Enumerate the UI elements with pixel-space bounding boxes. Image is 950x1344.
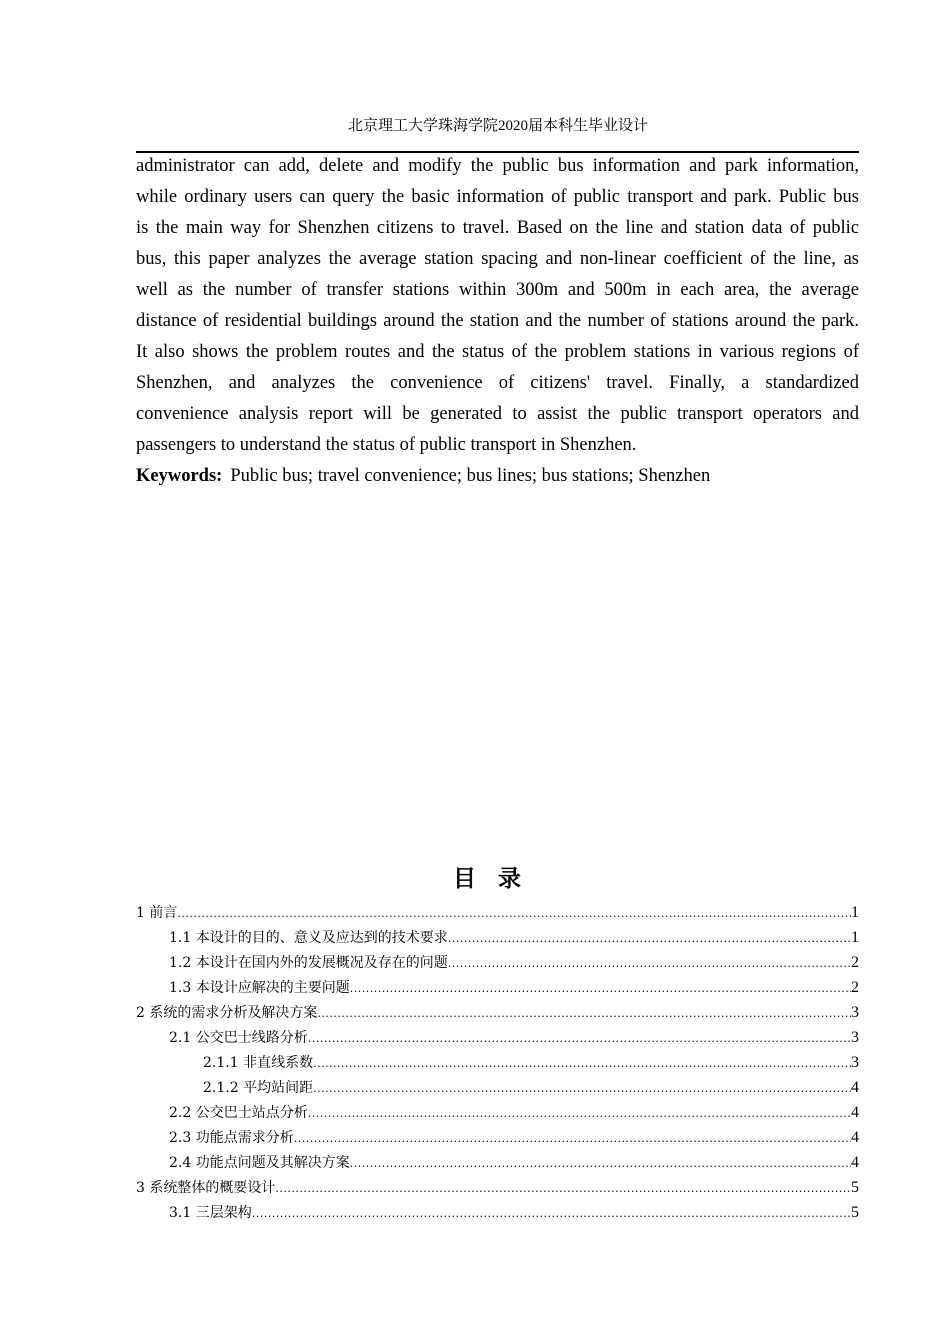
toc-leader-dots [350, 1151, 851, 1176]
toc-entry[interactable] [136, 1075, 859, 1100]
toc-entry-title: 1.1 本设计的目的、意义及应达到的技术要求 [169, 930, 448, 946]
toc-leader-dots [294, 1126, 851, 1151]
toc-leader-dots [313, 1076, 851, 1101]
abstract-line: It also shows the problem routes and the status of the problem stations in various regions of [136, 342, 859, 362]
keywords-text: Public bus; travel convenience; bus lines; bus stations; Shenzhen [230, 466, 711, 486]
toc-entry[interactable] [136, 975, 859, 1000]
toc-entry-title: 3.1 三层架构 [169, 1205, 252, 1221]
abstract-line: distance of residential buildings around the station and the number of stations around the park. [136, 311, 859, 331]
abstract-line: Shenzhen, and analyzes the convenience of citizens' travel. Finally, a standardized [136, 373, 859, 393]
toc-entry-title: 2.1 公交巴士线路分析 [169, 1030, 308, 1046]
toc-entry-page: 4 [851, 1129, 859, 1146]
toc-leader-dots [252, 1201, 851, 1226]
toc-entry-page: 4 [851, 1104, 859, 1121]
abstract-line: convenience analysis report will be generated to assist the public transport operators and [136, 404, 859, 424]
abstract-body [136, 151, 859, 492]
table-of-contents [136, 900, 859, 1225]
toc-entry-title: 2.2 公交巴士站点分析 [169, 1105, 308, 1121]
abstract-line: while ordinary users can query the basic information of public transport and park. Public bus [136, 187, 859, 207]
toc-entry-title: 2.4 功能点问题及其解决方案 [169, 1155, 350, 1171]
toc-leader-dots [275, 1176, 851, 1201]
page-header: 北京理工大学珠海学院2020届本科生毕业设计 [347, 118, 648, 134]
abstract-line: bus, this paper analyzes the average station spacing and non-linear coefficient of the line, as [136, 249, 859, 269]
keywords-label: Keywords: [136, 466, 223, 486]
toc-leader-dots [313, 1051, 851, 1076]
toc-entry-page: 3 [851, 1054, 859, 1071]
toc-entry-page: 4 [851, 1154, 859, 1171]
abstract-line: well as the number of transfer stations within 300m and 500m in each area, the average [136, 280, 859, 300]
toc-leader-dots [317, 1001, 851, 1026]
toc-entry-title: 2.3 功能点需求分析 [169, 1130, 294, 1146]
keywords-line [136, 461, 859, 492]
toc-entry-title: 2 系统的需求分析及解决方案 [136, 1005, 318, 1021]
toc-leader-dots [177, 901, 851, 926]
toc-leader-dots [308, 1026, 851, 1051]
abstract-paragraph [136, 151, 859, 461]
toc-entry-page: 5 [851, 1204, 859, 1221]
toc-leader-dots [448, 926, 851, 951]
toc-entry[interactable] [136, 1200, 859, 1225]
toc-entry[interactable] [136, 950, 859, 975]
toc-entry-page: 4 [851, 1079, 859, 1096]
toc-entry-title: 3 系统整体的概要设计 [136, 1180, 276, 1196]
toc-entry[interactable] [136, 1050, 859, 1075]
toc-entry[interactable] [136, 900, 859, 925]
abstract-line: passengers to understand the status of public transport in Shenzhen. [136, 435, 637, 455]
abstract-line: is the main way for Shenzhen citizens to travel. Based on the line and station data of public [136, 218, 859, 238]
toc-entry[interactable] [136, 925, 859, 950]
toc-entry-page: 5 [851, 1179, 859, 1196]
toc-entry[interactable] [136, 1100, 859, 1125]
toc-entry-page: 3 [851, 1029, 859, 1046]
toc-entry-title: 2.1.1 非直线系数 [203, 1055, 314, 1071]
abstract-line: administrator can add, delete and modify the public bus information and park information, [136, 156, 859, 176]
toc-entry[interactable] [136, 1175, 859, 1200]
toc-entry-page: 3 [851, 1004, 859, 1021]
toc-entry-page: 2 [851, 954, 859, 971]
toc-leader-dots [350, 976, 851, 1001]
toc-entry-title: 2.1.2 平均站间距 [203, 1080, 314, 1096]
toc-entry-page: 1 [851, 929, 859, 946]
toc-leader-dots [448, 951, 851, 976]
toc-entry[interactable] [136, 1025, 859, 1050]
toc-entry-page: 1 [851, 904, 859, 921]
toc-entry-title: 1.3 本设计应解决的主要问题 [169, 980, 350, 996]
toc-entry-title: 1 前言 [136, 905, 178, 921]
toc-entry[interactable] [136, 1150, 859, 1175]
toc-title: 目录 [453, 865, 543, 892]
toc-entry[interactable] [136, 1000, 859, 1025]
toc-entry[interactable] [136, 1125, 859, 1150]
toc-entry-title: 1.2 本设计在国内外的发展概况及存在的问题 [169, 955, 448, 971]
toc-leader-dots [308, 1101, 851, 1126]
toc-entry-page: 2 [851, 979, 859, 996]
